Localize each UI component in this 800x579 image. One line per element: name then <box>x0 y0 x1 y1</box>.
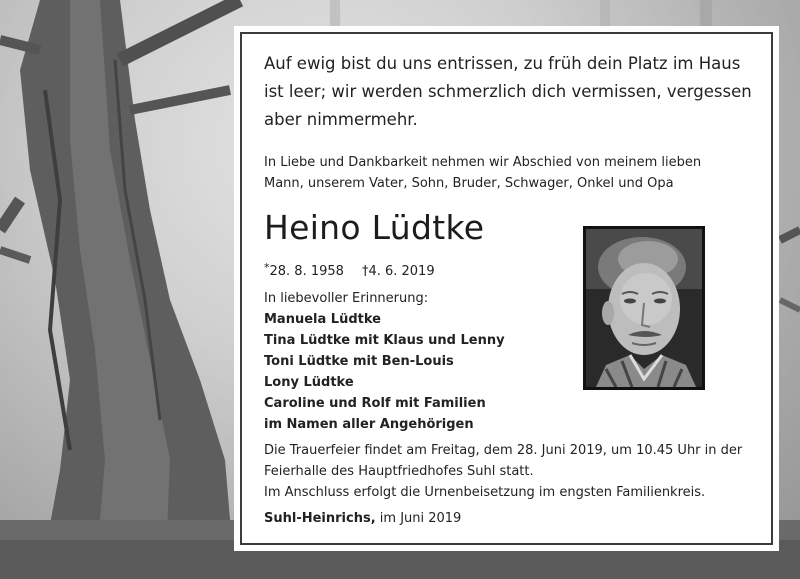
birth-symbol: * <box>264 261 270 274</box>
farewell-intro <box>264 152 764 194</box>
portrait-image <box>586 229 702 387</box>
mourner-entry: Caroline und Rolf mit Familien <box>264 396 486 411</box>
mourner-entry: Lony Lüdtke <box>264 375 354 390</box>
ceremony-line: Feierhalle des Hauptfriedhofes Suhl statt. <box>264 464 534 479</box>
mourner-entry: Manuela Lüdtke <box>264 312 381 327</box>
mourner-entry: Tina Lüdtke mit Klaus und Lenny <box>264 333 505 348</box>
signoff-date: im Juni 2019 <box>379 511 462 526</box>
mourner-entry: Toni Lüdtke mit Ben-Louis <box>264 354 454 369</box>
verse-line: aber nimmermehr. <box>264 110 418 129</box>
memorial-verse <box>264 50 764 134</box>
ceremony-line: Die Trauerfeier findet am Freitag, dem 28. Juni 2019, um 10.45 Uhr in der <box>264 443 743 458</box>
verse-line: Auf ewig bist du uns entrissen, zu früh dein Platz im Haus <box>264 54 741 73</box>
life-dates <box>264 258 435 282</box>
funeral-info <box>264 440 769 503</box>
intro-line: Mann, unserem Vater, Sohn, Bruder, Schwager, Onkel und Opa <box>264 176 674 191</box>
deceased-name: Heino Lüdtke <box>264 208 485 247</box>
mourner-entry: im Namen aller Angehörigen <box>264 417 474 432</box>
death-symbol: † <box>361 264 369 279</box>
ceremony-line: Im Anschluss erfolgt die Urnenbeisetzung im engsten Familienkreis. <box>264 485 706 500</box>
verse-line: ist leer; wir werden schmerzlich dich vermissen, vergessen <box>264 82 752 101</box>
signoff-location: Suhl-Heinrichs, <box>264 511 376 526</box>
death-date: 4. 6. 2019 <box>368 264 435 279</box>
intro-line: In Liebe und Dankbarkeit nehmen wir Abschied von meinem lieben <box>264 155 702 170</box>
signoff <box>264 508 461 529</box>
portrait-photo <box>583 226 705 390</box>
obituary-card <box>234 26 779 551</box>
birth-date: 28. 8. 1958 <box>269 264 344 279</box>
mourners-heading: In liebevoller Erinnerung: <box>264 291 429 306</box>
mourners-list <box>264 288 574 435</box>
